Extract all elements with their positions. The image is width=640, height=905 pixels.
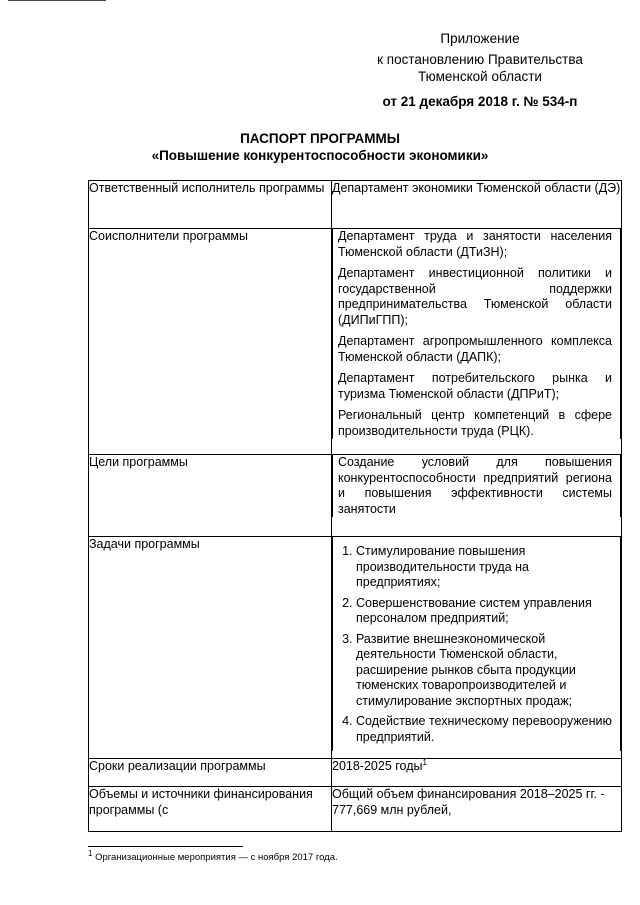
task-item: 3. Развитие внешнеэкономической деятельности Тюменской области, расширение рынков сбыта продукции тюменских товаропроизводителей и стимулирование экспортных продаж;: [356, 632, 612, 710]
coexecutor-item: Департамент агропромышленного комплекса Тюменской области (ДАПК);: [338, 334, 612, 364]
task-item: 1. Стимулирование повышения производительности труда на предприятиях;: [356, 544, 612, 591]
row-goals: [89, 455, 622, 537]
value-period: 2018-2025 годы: [332, 759, 423, 773]
tasks-list: [338, 537, 612, 751]
task-item: 4. Содействие техническому перевооружению предприятий.: [356, 714, 612, 745]
attachment-label: Приложение: [440, 31, 520, 46]
coexecutor-item: Департамент труда и занятости населения Тюменской области (ДТиЗН);: [338, 229, 612, 259]
document-title: [0, 130, 640, 164]
row-responsible: [89, 181, 622, 229]
footnote: [88, 848, 338, 864]
coexecutor-item: Департамент потребительского рынка и туризма Тюменской области (ДПРиТ);: [338, 371, 612, 401]
label-coexecutors: Соисполнители программы: [89, 229, 332, 455]
attachment-decree: к постановлению Правительства: [377, 52, 583, 67]
title-line-1: ПАСПОРТ ПРОГРАММЫ: [240, 131, 400, 146]
top-edge-line: [8, 0, 106, 1]
coexecutors-list: [332, 229, 621, 439]
label-period: Сроки реализации программы: [89, 759, 332, 787]
label-funding: Объемы и источники финансирования программы (с: [89, 787, 332, 832]
coexecutor-item: Региональный центр компетенций в сфере производительности труда (РЦК).: [338, 408, 612, 438]
footnote-ref: 1: [422, 757, 427, 767]
coexecutor-item: Департамент инвестиционной политики и государственной поддержки предпринимательства Тюменской области (ДИПиГПП);: [338, 266, 612, 327]
row-funding: [89, 787, 622, 832]
title-line-2: «Повышение конкурентоспособности экономики»: [151, 148, 489, 163]
footnote-separator: [88, 846, 243, 847]
label-tasks: Задачи программы: [89, 537, 332, 759]
attachment-region: Тюменской области: [418, 69, 542, 84]
footnote-mark: 1: [88, 848, 93, 858]
row-period: [89, 759, 622, 787]
row-tasks: [89, 537, 622, 759]
attachment-header: [350, 30, 610, 110]
value-funding: Общий объем финансирования 2018–2025 гг. - 777,669 млн рублей,: [332, 787, 622, 832]
value-goals: Создание условий для повышения конкурентоспособности предприятий региона и повышения эффективности системы занятости: [338, 455, 612, 516]
label-goals: Цели программы: [89, 455, 332, 537]
row-coexecutors: [89, 229, 622, 455]
attachment-date: от 21 декабря 2018 г. № 534-п: [382, 94, 578, 109]
footnote-text: Организационные мероприятия — с ноября 2017 года.: [95, 852, 338, 863]
value-responsible: Департамент экономики Тюменской области (ДЭ): [332, 181, 622, 229]
label-responsible: Ответственный исполнитель программы: [89, 181, 332, 229]
task-item: 2. Совершенствование систем управления персоналом предприятий;: [356, 596, 612, 627]
passport-table: [88, 180, 622, 832]
